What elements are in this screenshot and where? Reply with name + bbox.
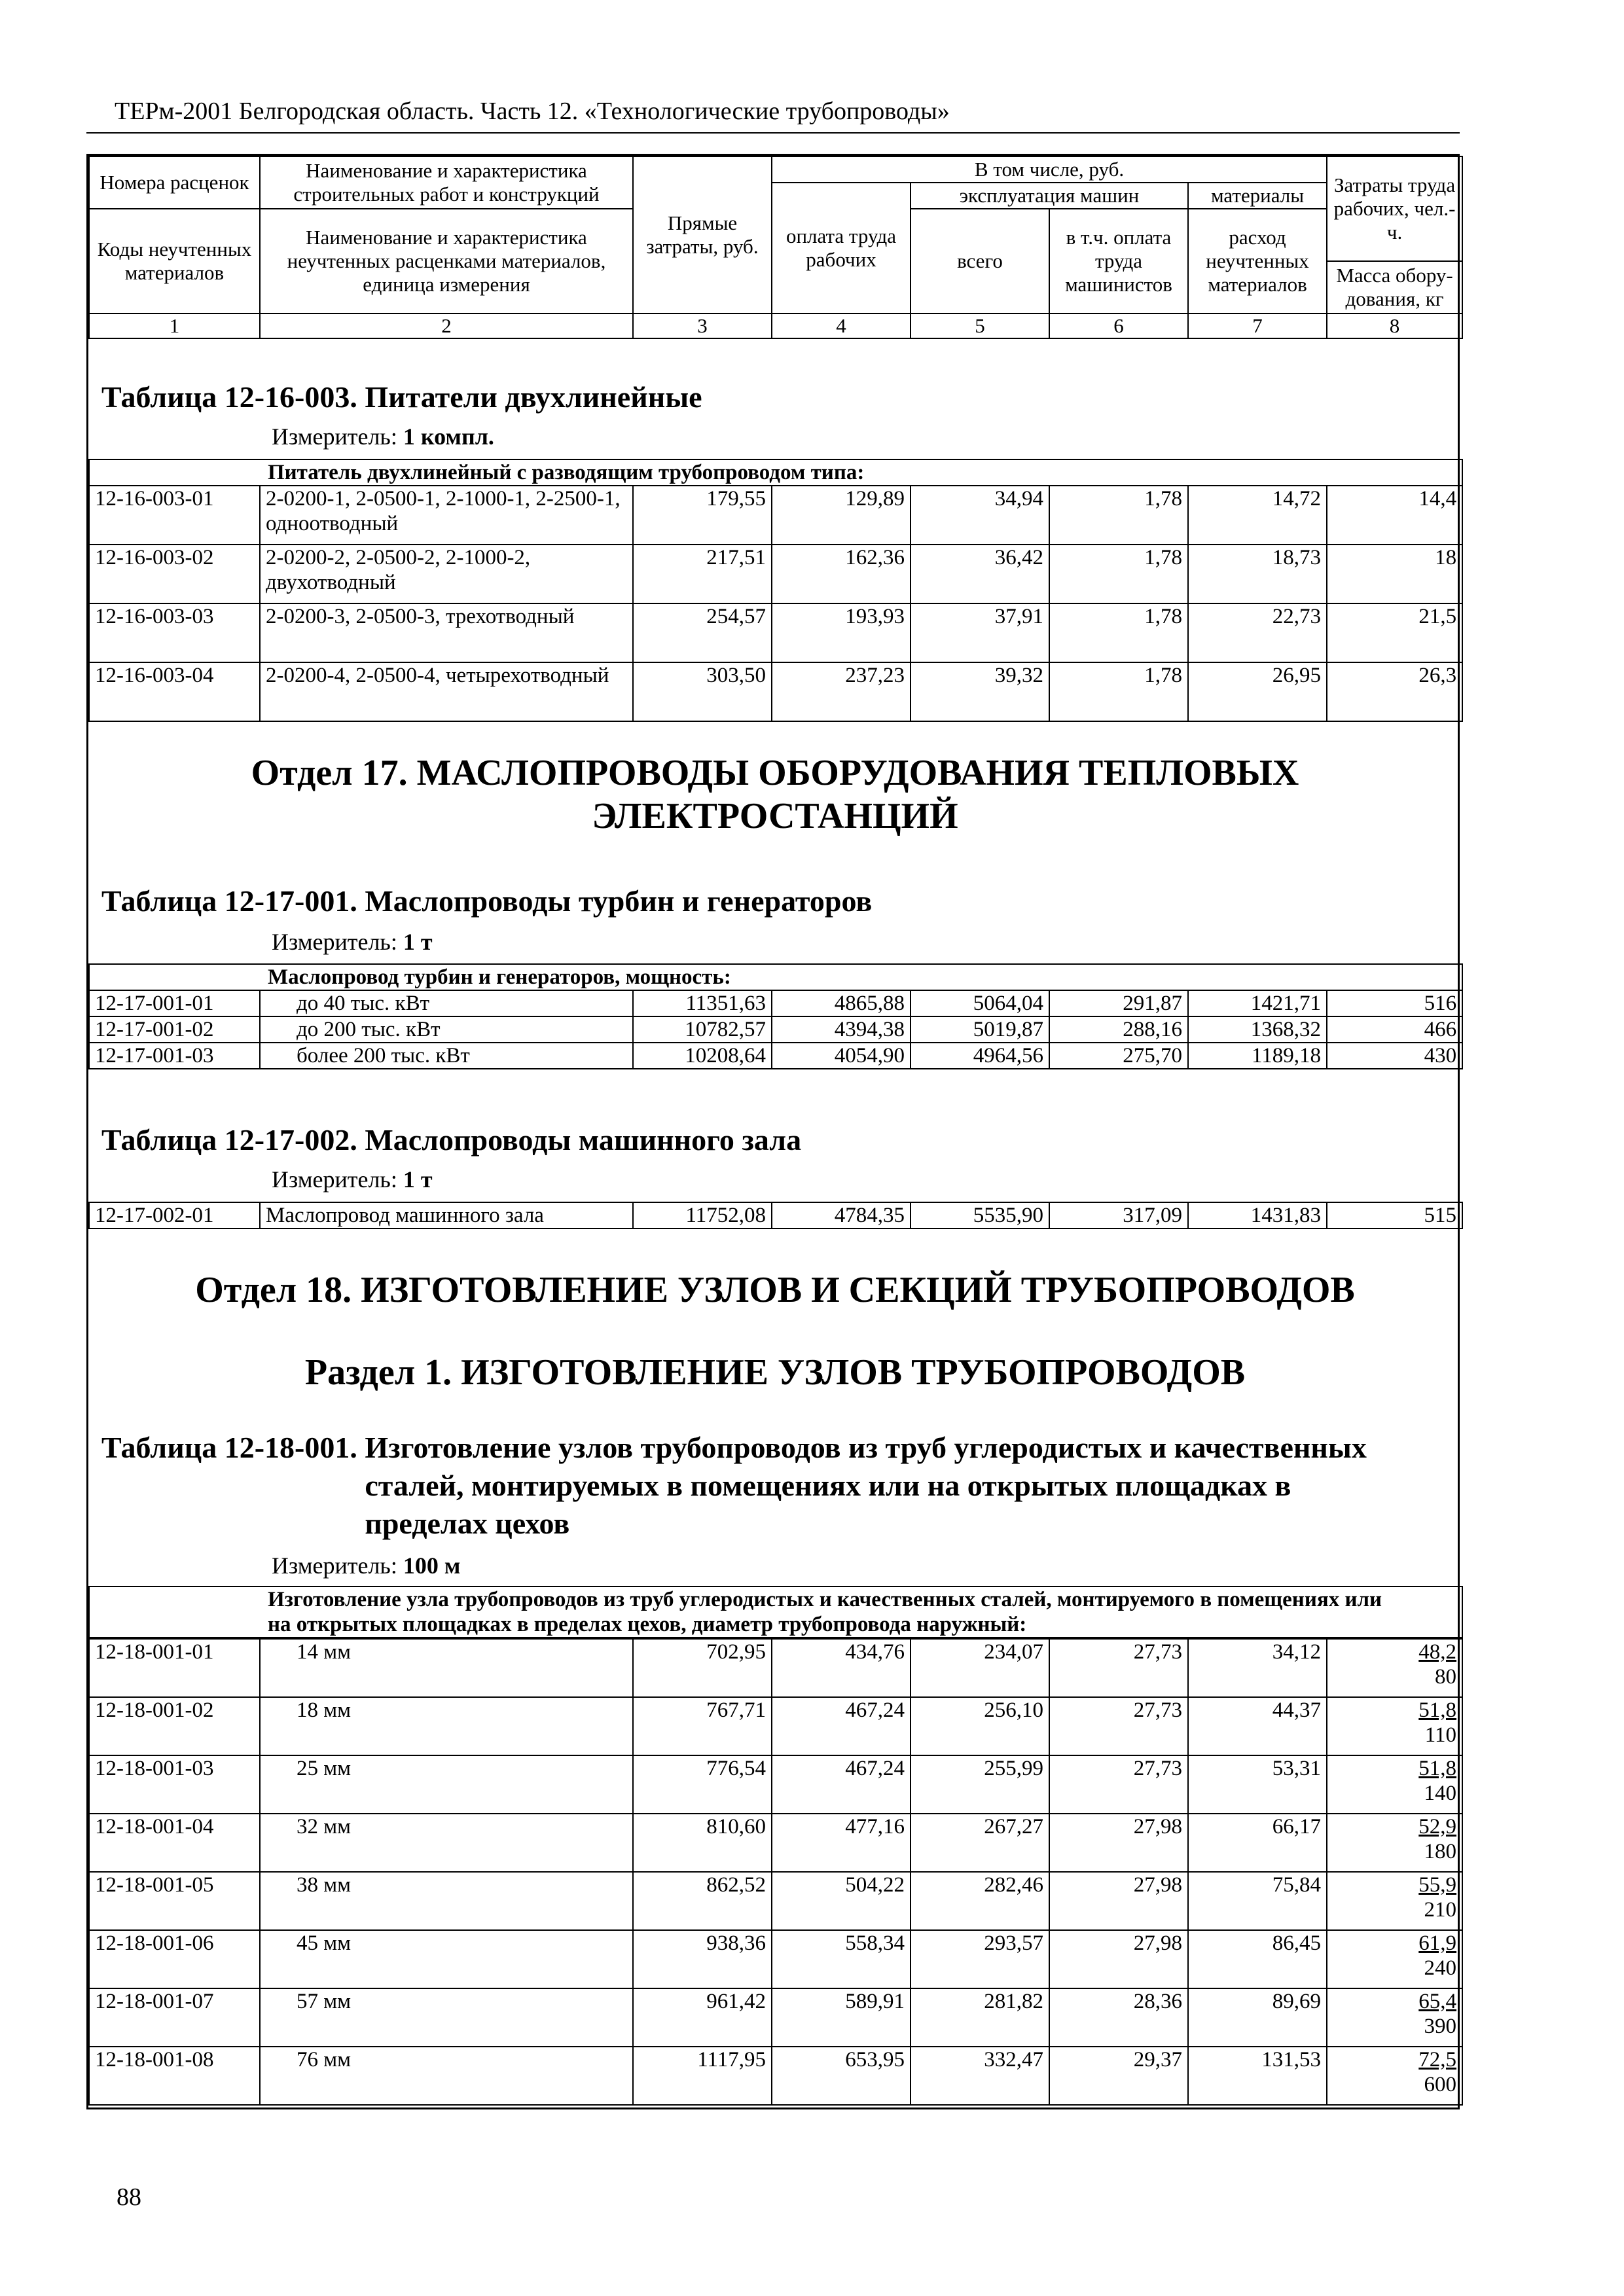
cell-direct: 961,42 (633, 1988, 772, 2047)
cell-machinist-wages: 275,70 (1049, 1043, 1188, 1069)
cell-labor: 65,4 (1418, 1990, 1456, 2013)
meter-value: 1 т (403, 1166, 433, 1193)
cell-direct: 179,55 (633, 486, 772, 545)
cell-direct: 1117,95 (633, 2047, 772, 2105)
cell-equipment-mass: 110 (1424, 1723, 1456, 1747)
cell-equipment-mass: 600 (1424, 2073, 1456, 2096)
col-wages: оплата труда рабочих (772, 183, 911, 314)
cell-labor: 516 (1327, 990, 1462, 1016)
rate-code: 12-18-001-03 (89, 1755, 260, 1814)
col-labor: Затраты труда рабочих, чел.-ч. (1327, 156, 1462, 261)
cell-direct: 303,50 (633, 662, 772, 721)
table-row (89, 1930, 1462, 1988)
cell-machines: 293,57 (911, 1930, 1049, 1988)
cell-machines: 281,82 (911, 1988, 1049, 2047)
cell-materials: 1189,18 (1188, 1043, 1327, 1069)
cell-labor: 51,8 (1418, 1757, 1456, 1780)
table-row (89, 990, 1462, 1016)
header-rule (86, 132, 1460, 134)
table-row (89, 1202, 1462, 1229)
table-row (89, 1697, 1462, 1755)
cell-machinist-wages: 27,98 (1049, 1872, 1188, 1930)
cell-equipment-mass: 80 (1435, 1665, 1456, 1689)
cell-direct: 862,52 (633, 1872, 772, 1930)
table-12-17-001-title (101, 882, 872, 920)
cell-machines: 332,47 (911, 2047, 1049, 2105)
cell-wages: 4865,88 (772, 990, 911, 1016)
cell-wages: 237,23 (772, 662, 911, 721)
cell-machinist-wages: 27,98 (1049, 1930, 1188, 1988)
cell-materials: 86,45 (1188, 1930, 1327, 1988)
cell-machinist-wages: 27,73 (1049, 1755, 1188, 1814)
meter-value: 1 т (403, 929, 433, 955)
meter-label: Измеритель: (272, 1552, 397, 1579)
cell-labor: 26,3 (1327, 662, 1462, 721)
cell-wages: 162,36 (772, 545, 911, 603)
col-machines: эксплуатация машин (911, 183, 1188, 209)
rate-name: 76 мм (260, 2047, 633, 2105)
cell-machines: 4964,56 (911, 1043, 1049, 1069)
cell-machines: 255,99 (911, 1755, 1049, 1814)
cell-direct: 938,36 (633, 1930, 772, 1988)
cell-materials: 131,53 (1188, 2047, 1327, 2105)
cell-labor: 72,5 (1418, 2048, 1456, 2072)
rate-code: 12-18-001-02 (89, 1697, 260, 1755)
rate-code: 12-18-001-01 (89, 1639, 260, 1697)
cell-wages: 129,89 (772, 486, 911, 545)
rate-code: 12-17-001-03 (89, 1043, 260, 1069)
col-num-4: 4 (772, 314, 911, 338)
table-row (89, 545, 1462, 603)
cell-machines: 34,94 (911, 486, 1049, 545)
rate-name: 45 мм (260, 1930, 633, 1988)
col-equipment-mass: Масса обору-дования, кг (1327, 261, 1462, 314)
cell-machinist-wages: 317,09 (1049, 1202, 1188, 1229)
cell-machinist-wages: 291,87 (1049, 990, 1188, 1016)
table-number: Таблица 12-16-003. (101, 380, 357, 414)
table-name: Маслопроводы машинного зала (365, 1123, 802, 1157)
table-12-18-001 (88, 1586, 1462, 2106)
table-number: Таблица 12-17-001. (101, 884, 357, 918)
cell-wages: 193,93 (772, 603, 911, 662)
rate-code: 12-17-001-02 (89, 1016, 260, 1043)
rate-code: 12-18-001-08 (89, 2047, 260, 2105)
cell-machines: 282,46 (911, 1872, 1049, 1930)
department-17-line2: ЭЛЕКТРОСТАНЦИЙ (592, 796, 958, 836)
cell-labor-mass (1327, 2047, 1462, 2105)
cell-labor: 52,9 (1418, 1815, 1456, 1839)
rate-name: 38 мм (260, 1872, 633, 1930)
cell-machinist-wages: 288,16 (1049, 1016, 1188, 1043)
rate-name: Маслопровод машинного зала (260, 1202, 633, 1229)
rate-name: 14 мм (260, 1639, 633, 1697)
cell-wages: 477,16 (772, 1814, 911, 1872)
meter-value: 1 компл. (403, 423, 494, 450)
meter-line (272, 1166, 433, 1193)
cell-wages: 4784,35 (772, 1202, 911, 1229)
cell-equipment-mass: 180 (1424, 1840, 1456, 1863)
table-row (89, 1814, 1462, 1872)
rate-name: 2-0200-2, 2-0500-2, 2-1000-2, двухотводный (260, 545, 633, 603)
section-1-heading: Раздел 1. ИЗГОТОВЛЕНИЕ УЗЛОВ ТРУБОПРОВОДОВ (304, 1352, 1246, 1393)
cell-labor: 48,2 (1418, 1640, 1456, 1664)
rate-code: 12-18-001-05 (89, 1872, 260, 1930)
cell-machines: 36,42 (911, 545, 1049, 603)
meter-line (272, 1552, 460, 1579)
rate-name: до 200 тыс. кВт (260, 1016, 633, 1043)
table-row (89, 486, 1462, 545)
meter-line (272, 928, 433, 956)
col-num-3: 3 (633, 314, 772, 338)
cell-direct: 11752,08 (633, 1202, 772, 1229)
cell-wages: 558,34 (772, 1930, 911, 1988)
cell-materials: 1421,71 (1188, 990, 1327, 1016)
cell-direct: 702,95 (633, 1639, 772, 1697)
cell-machines: 5019,87 (911, 1016, 1049, 1043)
table-row (89, 1016, 1462, 1043)
cell-labor: 14,4 (1327, 486, 1462, 545)
rate-name: 2-0200-4, 2-0500-4, четырехотводный (260, 662, 633, 721)
rate-name: 25 мм (260, 1755, 633, 1814)
cell-wages: 653,95 (772, 2047, 911, 2105)
col-direct-costs: Прямые затраты, руб. (633, 156, 772, 314)
cell-materials: 89,69 (1188, 1988, 1327, 2047)
rate-name: 57 мм (260, 1988, 633, 2047)
cell-machinist-wages: 1,78 (1049, 486, 1188, 545)
group-heading: Питатель двухлинейный с разводящим трубопроводом типа: (89, 459, 1462, 486)
cell-materials: 22,73 (1188, 603, 1327, 662)
meter-value: 100 м (403, 1552, 461, 1579)
table-name: Изготовление узлов трубопроводов из труб углеродистых и качественных сталей, монтируемых в помещениях или на открытых площадках в пределах цехов (365, 1431, 1367, 1540)
rate-code: 12-17-001-01 (89, 990, 260, 1016)
table-12-17-002 (88, 1202, 1462, 1229)
cell-labor: 51,8 (1418, 1698, 1456, 1722)
col-materials: материалы (1188, 183, 1327, 209)
cell-labor: 430 (1327, 1043, 1462, 1069)
cell-direct: 776,54 (633, 1755, 772, 1814)
table-name: Питатели двухлинейные (365, 380, 702, 414)
cell-labor-mass (1327, 1988, 1462, 2047)
col-material-codes: Коды неучтенных материалов (89, 209, 260, 314)
cell-machinist-wages: 28,36 (1049, 1988, 1188, 2047)
cell-labor: 466 (1327, 1016, 1462, 1043)
col-rate-number: Номера расценок (89, 156, 260, 209)
page-header-title: ТЕРм-2001 Белгородская область. Часть 12. «Технологические трубопроводы» (115, 98, 950, 125)
col-num-5: 5 (911, 314, 1049, 338)
rate-code: 12-16-003-02 (89, 545, 260, 603)
cell-labor-mass (1327, 1814, 1462, 1872)
cell-machines: 234,07 (911, 1639, 1049, 1697)
col-num-2: 2 (260, 314, 633, 338)
cell-labor-mass (1327, 1930, 1462, 1988)
cell-wages: 4054,90 (772, 1043, 911, 1069)
cell-machinist-wages: 1,78 (1049, 662, 1188, 721)
col-material-name: Наименование и характеристика неучтенных расценками материалов, единица измерения (260, 209, 633, 314)
table-row (89, 1043, 1462, 1069)
cell-materials: 66,17 (1188, 1814, 1327, 1872)
table-row (89, 1755, 1462, 1814)
col-machinist-wages: в т.ч. оплата труда машинистов (1049, 209, 1188, 314)
meter-label: Измеритель: (272, 929, 397, 955)
cell-direct: 217,51 (633, 545, 772, 603)
col-num-1: 1 (89, 314, 260, 338)
cell-materials: 44,37 (1188, 1697, 1327, 1755)
group-heading: Изготовление узла трубопроводов из труб углеродистых и качественных сталей, монтируемого в помещениях или на открытых площадках в пределах цехов, диаметр трубопровода наружный: (89, 1587, 1462, 1638)
rate-code: 12-16-003-01 (89, 486, 260, 545)
cell-machines: 267,27 (911, 1814, 1049, 1872)
table-12-17-002-title (101, 1121, 801, 1159)
cell-materials: 1431,83 (1188, 1202, 1327, 1229)
cell-materials: 18,73 (1188, 545, 1327, 603)
col-incl-header: В том числе, руб. (772, 156, 1327, 183)
cell-equipment-mass: 140 (1424, 1782, 1456, 1805)
table-12-18-001-title (101, 1429, 1412, 1543)
rate-name: более 200 тыс. кВт (260, 1043, 633, 1069)
rate-name: 18 мм (260, 1697, 633, 1755)
cell-wages: 467,24 (772, 1697, 911, 1755)
page-number: 88 (117, 2183, 141, 2211)
table-12-16-003-title (101, 378, 702, 416)
cell-direct: 10782,57 (633, 1016, 772, 1043)
rate-code: 12-18-001-07 (89, 1988, 260, 2047)
cell-direct: 767,71 (633, 1697, 772, 1755)
col-work-name: Наименование и характеристика строительных работ и конструкций (260, 156, 633, 209)
meter-label: Измеритель: (272, 423, 397, 450)
cell-labor-mass (1327, 1872, 1462, 1930)
cell-machines: 37,91 (911, 603, 1049, 662)
cell-materials: 1368,32 (1188, 1016, 1327, 1043)
cell-machinist-wages: 29,37 (1049, 2047, 1188, 2105)
cell-wages: 4394,38 (772, 1016, 911, 1043)
cell-machines: 256,10 (911, 1697, 1049, 1755)
rate-code: 12-18-001-06 (89, 1930, 260, 1988)
cell-equipment-mass: 240 (1424, 1956, 1456, 1980)
cell-machinist-wages: 1,78 (1049, 545, 1188, 603)
cell-labor: 61,9 (1418, 1931, 1456, 1955)
rate-code: 12-16-003-04 (89, 662, 260, 721)
cell-wages: 504,22 (772, 1872, 911, 1930)
table-row (89, 603, 1462, 662)
table-row (89, 1872, 1462, 1930)
cell-labor-mass (1327, 1755, 1462, 1814)
cell-machinist-wages: 27,73 (1049, 1639, 1188, 1697)
column-header-table (88, 156, 1463, 339)
cell-materials: 14,72 (1188, 486, 1327, 545)
cell-labor: 18 (1327, 545, 1462, 603)
cell-wages: 589,91 (772, 1988, 911, 2047)
col-num-6: 6 (1049, 314, 1188, 338)
cell-machinist-wages: 27,73 (1049, 1697, 1188, 1755)
cell-direct: 10208,64 (633, 1043, 772, 1069)
cell-labor: 21,5 (1327, 603, 1462, 662)
rate-name: 2-0200-1, 2-0500-1, 2-1000-1, 2-2500-1, одноотводный (260, 486, 633, 545)
table-name: Маслопроводы турбин и генераторов (365, 884, 873, 918)
cell-materials: 75,84 (1188, 1872, 1327, 1930)
col-num-8: 8 (1327, 314, 1462, 338)
cell-direct: 11351,63 (633, 990, 772, 1016)
cell-machines: 5535,90 (911, 1202, 1049, 1229)
meter-line (272, 423, 494, 450)
group-heading: Маслопровод турбин и генераторов, мощность: (89, 964, 1462, 990)
meter-label: Измеритель: (272, 1166, 397, 1193)
cell-labor: 55,9 (1418, 1873, 1456, 1897)
department-18-heading: Отдел 18. ИЗГОТОВЛЕНИЕ УЗЛОВ И СЕКЦИЙ ТРУБОПРОВОДОВ (195, 1270, 1355, 1310)
cell-machinist-wages: 1,78 (1049, 603, 1188, 662)
col-unaccounted-materials: расход неучтенных материалов (1188, 209, 1327, 314)
cell-wages: 434,76 (772, 1639, 911, 1697)
table-12-17-001 (88, 963, 1462, 1069)
cell-labor-mass (1327, 1697, 1462, 1755)
department-17-heading (88, 751, 1462, 838)
rate-code: 12-17-002-01 (89, 1202, 260, 1229)
table-number: Таблица 12-17-002. (101, 1123, 357, 1157)
rate-name: 2-0200-3, 2-0500-3, трехотводный (260, 603, 633, 662)
cell-labor-mass (1327, 1639, 1462, 1697)
table-row (89, 1639, 1462, 1697)
document-frame (86, 154, 1460, 2109)
cell-equipment-mass: 390 (1424, 2015, 1456, 2038)
cell-materials: 34,12 (1188, 1639, 1327, 1697)
rate-code: 12-16-003-03 (89, 603, 260, 662)
col-num-7: 7 (1188, 314, 1327, 338)
cell-equipment-mass: 210 (1424, 1898, 1456, 1922)
cell-machinist-wages: 27,98 (1049, 1814, 1188, 1872)
rate-code: 12-18-001-04 (89, 1814, 260, 1872)
cell-wages: 467,24 (772, 1755, 911, 1814)
cell-machines: 5064,04 (911, 990, 1049, 1016)
cell-materials: 26,95 (1188, 662, 1327, 721)
table-number: Таблица 12-18-001. (101, 1431, 357, 1464)
rate-name: до 40 тыс. кВт (260, 990, 633, 1016)
cell-materials: 53,31 (1188, 1755, 1327, 1814)
cell-direct: 810,60 (633, 1814, 772, 1872)
department-17-line1: Отдел 17. МАСЛОПРОВОДЫ ОБОРУДОВАНИЯ ТЕПЛОВЫХ (251, 753, 1299, 793)
cell-labor: 515 (1327, 1202, 1462, 1229)
table-row (89, 662, 1462, 721)
cell-direct: 254,57 (633, 603, 772, 662)
table-12-16-003 (88, 459, 1462, 722)
table-row (89, 2047, 1462, 2105)
col-machines-total: всего (911, 209, 1049, 314)
cell-machines: 39,32 (911, 662, 1049, 721)
table-row (89, 1988, 1462, 2047)
rate-name: 32 мм (260, 1814, 633, 1872)
